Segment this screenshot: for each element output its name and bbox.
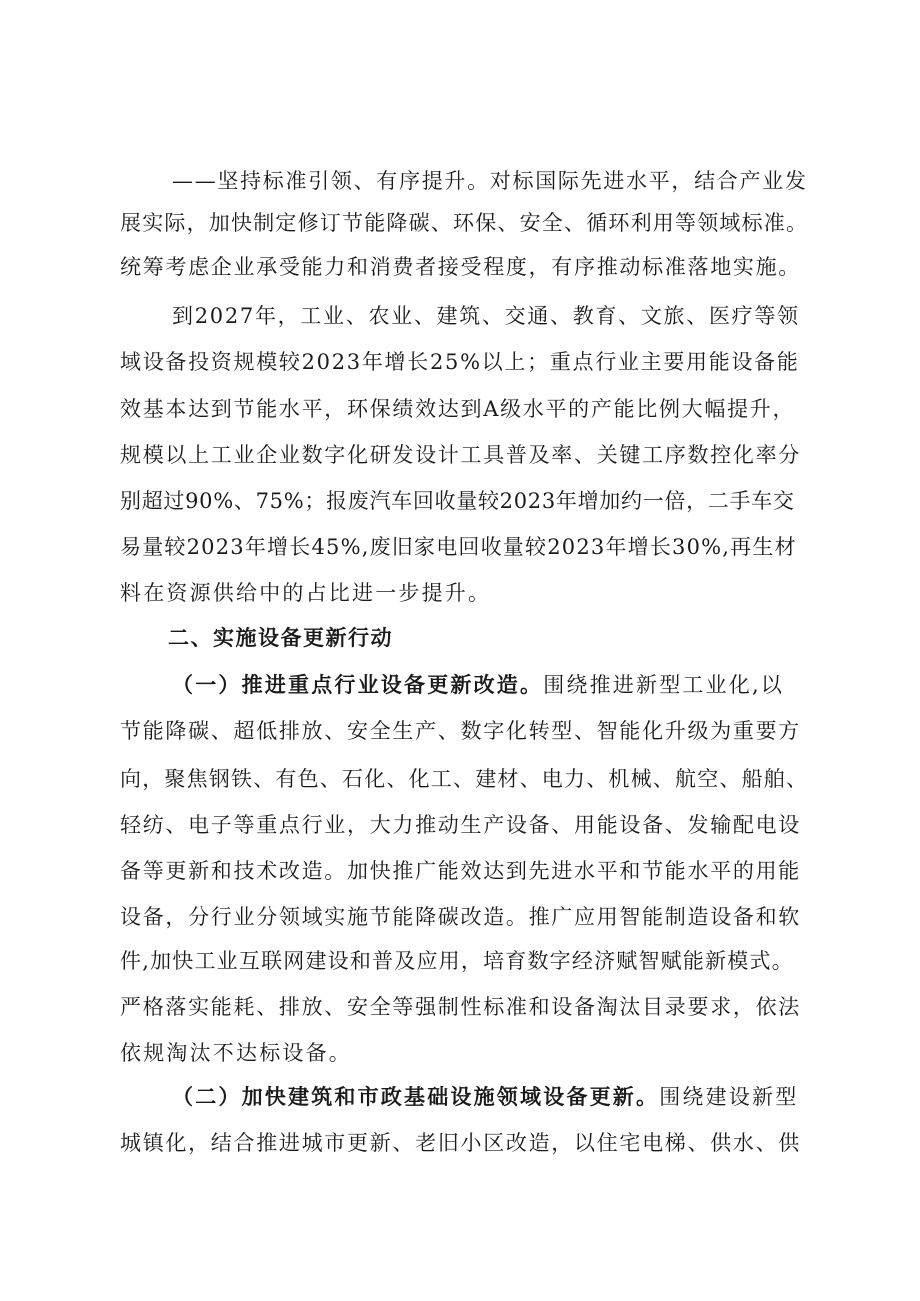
paragraph-line: 节能降碳、超低排放、安全生产、数字化转型、智能化升级为重要方 [120, 719, 801, 743]
paragraph-line: 严格落实能耗、排放、安全等强制性标准和设备淘汰目录要求，依法 [120, 995, 801, 1019]
paragraph-line: 展实际，加快制定修订节能降碳、环保、安全、循环利用等领域标准。 [120, 211, 809, 235]
paragraph-line: 设备，分行业分领域实施节能降碳改造。推广应用智能制造设备和软 [120, 905, 801, 929]
paragraph-line: 效基本达到节能水平，环保绩效达到A级水平的产能比例大幅提升， [120, 397, 796, 421]
paragraph-line: 城镇化，结合推进城市更新、老旧小区改造，以住宅电梯、供水、供 [120, 1131, 801, 1155]
paragraph-line: 料在资源供给中的占比进一步提升。 [120, 581, 492, 605]
subsection-text: 围绕建设新型 [659, 1085, 799, 1109]
paragraph-line: 向，聚焦钢铁、有色、石化、化工、建材、电力、机械、航空、船舶、 [120, 767, 809, 791]
paragraph-line: 依规淘汰不达标设备。 [120, 1041, 352, 1065]
paragraph-line: 别超过90%、75%；报废汽车回收量较2023年增加约一倍，二手车交 [120, 489, 795, 513]
subsection-first-line [172, 671, 784, 699]
paragraph-line: 统筹考虑企业承受能力和消费者接受程度，有序推动标准落地实施。 [120, 255, 801, 279]
paragraph-line: ——坚持标准引领、有序提升。对标国际先进水平，结合产业发 [172, 169, 808, 193]
paragraph-line: 规模以上工业企业数字化研发设计工具普及率、关键工序数控化率分 [120, 443, 801, 467]
paragraph-line: 域设备投资规模较2023年增长25%以上；重点行业主要用能设备能 [120, 350, 800, 374]
paragraph-line: 轻纺、电子等重点行业，大力推动生产设备、用能设备、发输配电设 [120, 813, 801, 837]
paragraph-line: 到2027年，工业、农业、建筑、交通、教育、文旅、医疗等领 [172, 304, 800, 328]
subsection-title: （二）加快建筑和市政基础设施领域设备更新。 [172, 1085, 660, 1109]
subsection-first-line [172, 1083, 798, 1111]
section-heading: 二、实施设备更新行动 [168, 626, 393, 650]
paragraph-line: 易量较2023年增长45%,废旧家电回收量较2023年增长30%,再生材 [120, 535, 797, 559]
paragraph-line: 备等更新和技术改造。加快推广能效达到先进水平和节能水平的用能 [120, 859, 801, 883]
paragraph-line: 件,加快工业互联网建设和普及应用，培育数字经济赋智赋能新模式。 [120, 949, 794, 973]
subsection-title: （一）推进重点行业设备更新改造。 [172, 673, 544, 697]
subsection-text: 围绕推进新型工业化,以 [543, 673, 785, 697]
